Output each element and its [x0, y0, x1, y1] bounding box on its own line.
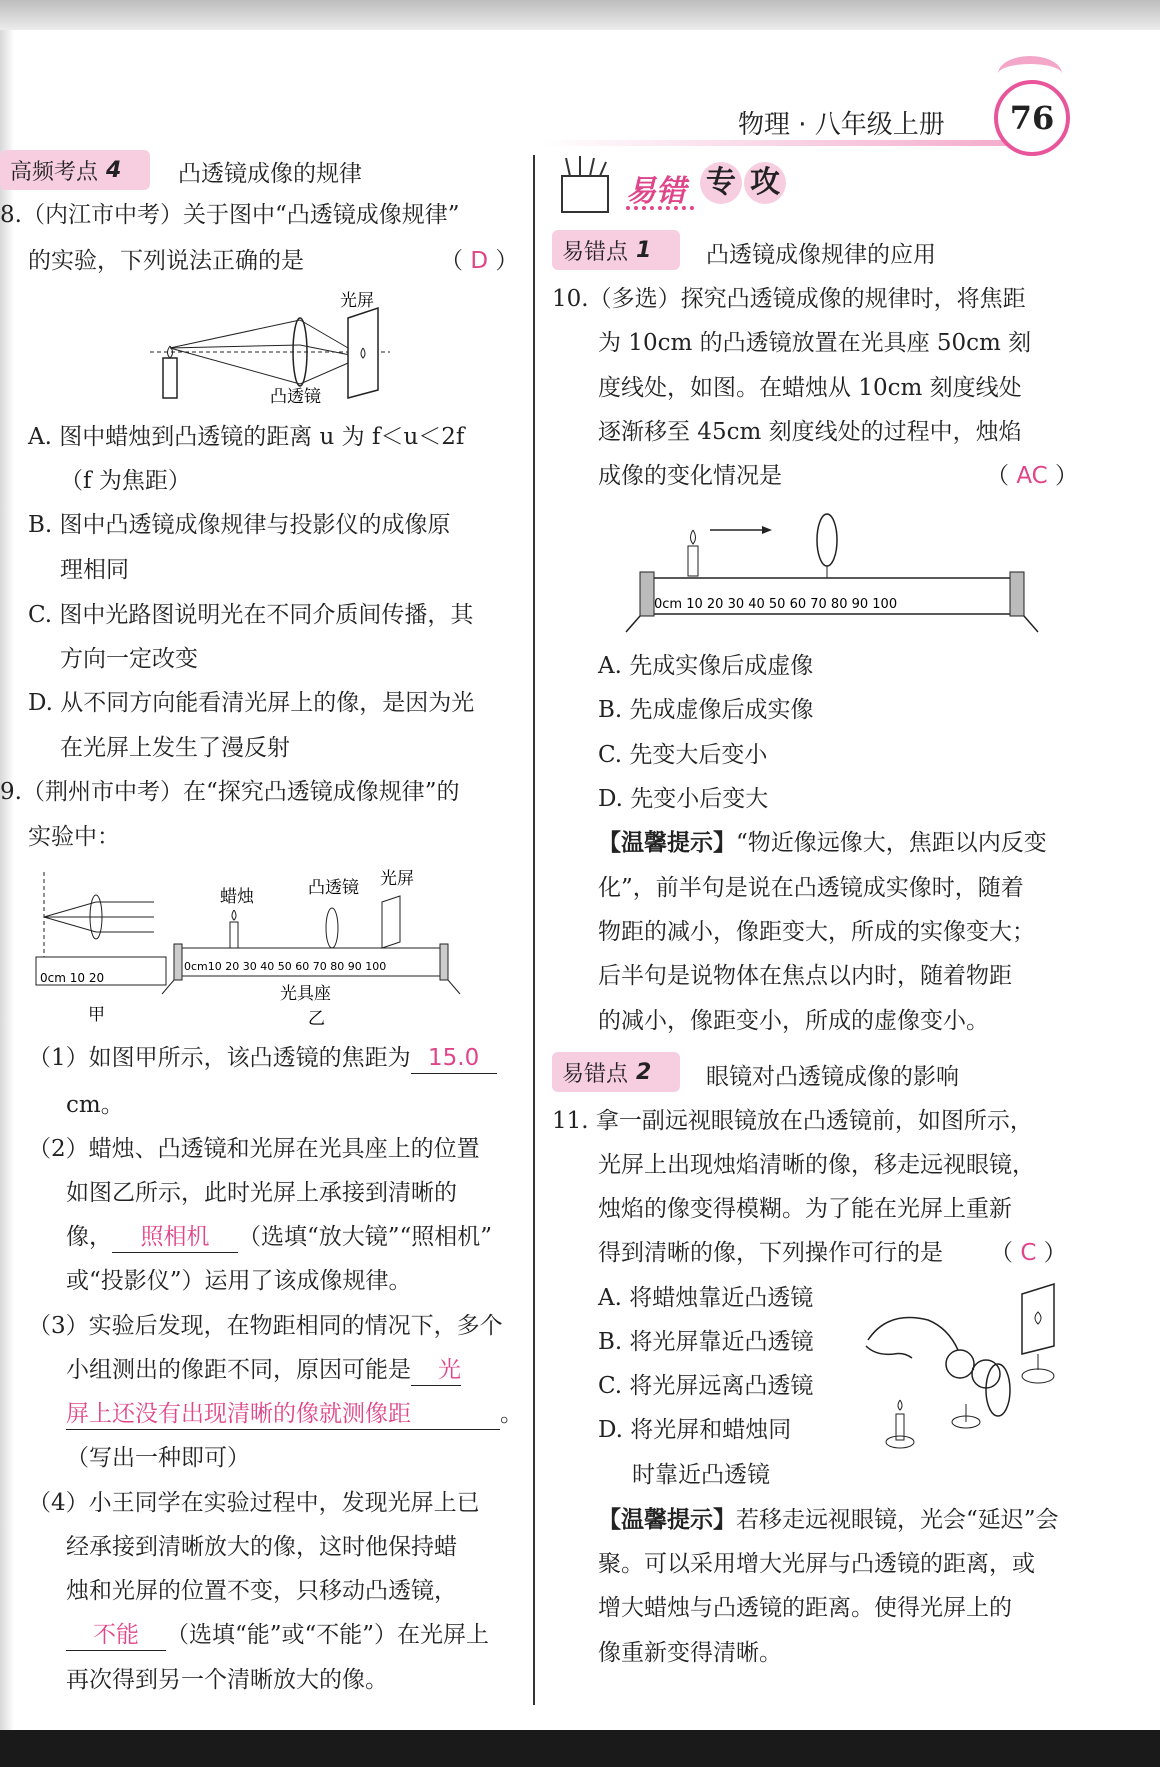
q9-part4-line2: 经承接到清晰放大的像，这时他保持蜡 — [66, 1534, 457, 1560]
top-band — [0, 0, 1160, 30]
q10-line3: 度线处，如图。在蜡烛从 10cm 刻度线处 — [598, 375, 1022, 401]
q9-part4-line3: 烛和光屏的位置不变，只移动凸透镜， — [66, 1578, 457, 1604]
q9-line2: 实验中： — [28, 824, 120, 850]
q9-part2-line4: 或“投影仪”）运用了该成像规律。 — [66, 1268, 412, 1294]
q10-option-d: D. 先变小后变大 — [598, 786, 769, 812]
q9-fig-bench-label: 光具座 — [280, 984, 331, 1004]
q10-option-a: A. 先成实像后成虚像 — [598, 653, 814, 679]
q9-fig-yi-label: 乙 — [308, 1009, 325, 1029]
hint2-text1: 若移走远视眼镜，光会“延迟”会 — [736, 1507, 1059, 1533]
hint1-line2: 化”，前半句是说在凸透镜成实像时，随着 — [598, 875, 1024, 901]
error-tag-2-title: 眼镜对凸透镜成像的影响 — [706, 1064, 959, 1090]
column-divider — [533, 155, 535, 1705]
q9-part2-line2: 如图乙所示，此时光屏上承接到清晰的 — [66, 1180, 457, 1206]
q11-line4: 得到清晰的像，下列操作可行的是 — [598, 1240, 943, 1266]
hint1-line1 — [598, 828, 1047, 858]
banner-title-a: 易错 — [626, 174, 686, 209]
q8-option-b1: B. 图中凸透镜成像规律与投影仪的成像原 — [28, 512, 451, 538]
q8-line1: 8.（内江市中考）关于图中“凸透镜成像规律” — [0, 202, 460, 228]
q11-option-d1: D. 将光屏和蜡烛同 — [598, 1417, 792, 1443]
q8-option-c1: C. 图中光路图说明光在不同介质间传播，其 — [28, 602, 474, 628]
q8-answer-bracket: （ D ） — [440, 248, 519, 274]
q8-option-d2: 在光屏上发生了漫反射 — [60, 735, 290, 761]
q9-part4-line1: （4）小王同学在实验过程中，发现光屏上已 — [28, 1490, 480, 1516]
q9-part3-end: 。 — [500, 1401, 523, 1427]
q9-fig-candle-label: 蜡烛 — [220, 887, 254, 907]
q9-part3-line3 — [66, 1399, 523, 1430]
error-tag-1 — [552, 230, 680, 270]
q8-option-a2: （f 为焦距） — [60, 468, 191, 494]
page-shadow — [0, 30, 14, 1730]
q9-part4-line4 — [66, 1620, 489, 1651]
q9-fig-lens-label: 凸透镜 — [308, 878, 359, 898]
bottom-band — [0, 1730, 1160, 1767]
q11-option-b: B. 将光屏靠近凸透镜 — [598, 1329, 814, 1355]
q8-option-d1: D. 从不同方向能看清光屏上的像，是因为光 — [28, 690, 475, 716]
q9-part1-text: （1）如图甲所示，该凸透镜的焦距为 — [28, 1045, 411, 1071]
q11-line1: 11. 拿一副远视眼镜放在凸透镜前，如图所示， — [552, 1108, 1033, 1134]
q9-part4-answer: 不能 — [66, 1620, 166, 1651]
section-tag-num: 4 — [106, 157, 122, 183]
q9-part1-unit: cm。 — [66, 1092, 124, 1118]
q9-part1-answer: 15.0 — [411, 1043, 497, 1074]
q10-line5: 成像的变化情况是 — [598, 463, 782, 489]
q11-option-d2: 时靠近凸透镜 — [632, 1462, 770, 1488]
q10-answer-bracket: （ AC ） — [986, 463, 1079, 489]
q11-figure — [858, 1280, 1068, 1455]
q10-line1: 10.（多选）探究凸透镜成像的规律时，将焦距 — [552, 286, 1026, 312]
hint2-line3: 增大蜡烛与凸透镜的距离。使得光屏上的 — [598, 1595, 1012, 1621]
q8-option-a1: A. 图中蜡烛到凸透镜的距离 u 为 f＜u＜2f — [28, 424, 465, 450]
q10-line4: 逐渐移至 45cm 刻度线处的过程中，烛焰 — [598, 419, 1022, 445]
hint1-label: 【温馨提示】 — [598, 829, 736, 856]
q10-fig-ticks: 0cm 10 20 30 40 50 60 70 80 90 100 — [654, 597, 898, 612]
q9-fig-jia-ticks: 0cm 10 20 — [40, 971, 105, 985]
q8-option-c2: 方向一定改变 — [60, 646, 198, 672]
hint1-text1: “物近像远像大，焦距以内反变 — [736, 830, 1047, 856]
q9-part3-line2-a: 小组测出的像距不同，原因可能是 — [66, 1357, 411, 1383]
hint2-line4: 像重新变得清晰。 — [598, 1640, 782, 1666]
q9-part3-answer-2: 屏上还没有出现清晰的像就测像距 — [66, 1399, 500, 1430]
q8-option-b2: 理相同 — [60, 557, 129, 583]
section-tag — [0, 150, 150, 190]
q9-part3-line2 — [66, 1355, 461, 1386]
q8-figure — [150, 290, 390, 405]
q8-fig-lens-label: 凸透镜 — [270, 387, 321, 405]
banner-title-c: 攻 — [744, 162, 786, 204]
error-tag-2-num: 2 — [636, 1059, 652, 1085]
q9-part4-line4-b: （选填“能”或“不能”）在光屏上 — [166, 1622, 490, 1648]
error-tag-2-label: 易错点 — [562, 1061, 629, 1087]
q9-figure — [30, 862, 510, 1030]
hint1-line5: 的减小，像距变小，所成的虚像变小。 — [598, 1008, 989, 1034]
hint2-label: 【温馨提示】 — [598, 1506, 736, 1533]
q10-figure — [622, 506, 1042, 636]
q8-line2: 的实验，下列说法正确的是 — [28, 248, 304, 274]
q11-option-a: A. 将蜡烛靠近凸透镜 — [598, 1285, 814, 1311]
q10-option-b: B. 先成虚像后成实像 — [598, 697, 814, 723]
q9-fig-jia-label: 甲 — [88, 1005, 105, 1025]
q10-option-c: C. 先变大后变小 — [598, 742, 768, 768]
q9-part2-answer: 照相机 — [112, 1222, 238, 1253]
q10-answer: AC — [1016, 463, 1048, 489]
q10-line2: 为 10cm 的凸透镜放置在光具座 50cm 刻 — [598, 330, 1032, 356]
q9-fig-screen-label: 光屏 — [380, 869, 414, 889]
q9-part2-line3-b: （选填“放大镜”“照相机” — [238, 1224, 493, 1250]
q9-part1 — [28, 1043, 497, 1074]
header-bar — [540, 140, 1040, 146]
q9-part4-line5: 再次得到另一个清晰放大的像。 — [66, 1667, 388, 1693]
pencil-cup-icon — [556, 156, 616, 216]
hint1-line4: 后半句是说物体在焦点以内时，随着物距 — [598, 963, 1012, 989]
error-tag-1-title: 凸透镜成像规律的应用 — [706, 242, 936, 268]
error-tag-2 — [552, 1052, 680, 1092]
q9-part2-line3-a: 像， — [66, 1224, 112, 1250]
q11-line2: 光屏上出现烛焰清晰的像，移走远视眼镜， — [598, 1152, 1035, 1178]
q9-fig-yi-ticks: 0cm10 20 30 40 50 60 70 80 90 100 — [184, 960, 387, 973]
banner-dots — [626, 206, 694, 210]
q11-line3: 烛焰的像变得模糊。为了能在光屏上重新 — [598, 1196, 1012, 1222]
q9-line1: 9.（荆州市中考）在“探究凸透镜成像规律”的 — [0, 779, 460, 805]
q9-part3-line4: （写出一种即可） — [66, 1445, 250, 1471]
header-subject: 物理 · 八年级上册 — [738, 110, 945, 140]
q8-fig-screen-label: 光屏 — [340, 291, 374, 311]
error-tag-1-num: 1 — [636, 237, 652, 263]
q9-part3-answer-1: 光 — [411, 1355, 461, 1386]
q9-part2-line3 — [66, 1222, 492, 1253]
q11-option-c: C. 将光屏远离凸透镜 — [598, 1373, 814, 1399]
page-number: 76 — [994, 80, 1070, 156]
q9-part3-line1: （3）实验后发现，在物距相同的情况下，多个 — [28, 1313, 503, 1339]
q11-answer: C — [1020, 1240, 1037, 1266]
q9-part2-line1: （2）蜡烛、凸透镜和光屏在光具座上的位置 — [28, 1136, 480, 1162]
q11-answer-bracket: （ C ） — [990, 1240, 1067, 1266]
q8-answer: D — [470, 248, 489, 274]
section-tag-label: 高频考点 — [10, 159, 99, 185]
banner-title-b: 专 — [700, 162, 742, 204]
hint2-line2: 聚。可以采用增大光屏与凸透镜的距离，或 — [598, 1551, 1035, 1577]
hint2-line1 — [598, 1505, 1059, 1535]
error-tag-1-label: 易错点 — [562, 239, 629, 265]
section-title: 凸透镜成像的规律 — [178, 161, 362, 187]
hint1-line3: 物距的减小，像距变大，所成的实像变大； — [598, 919, 1035, 945]
